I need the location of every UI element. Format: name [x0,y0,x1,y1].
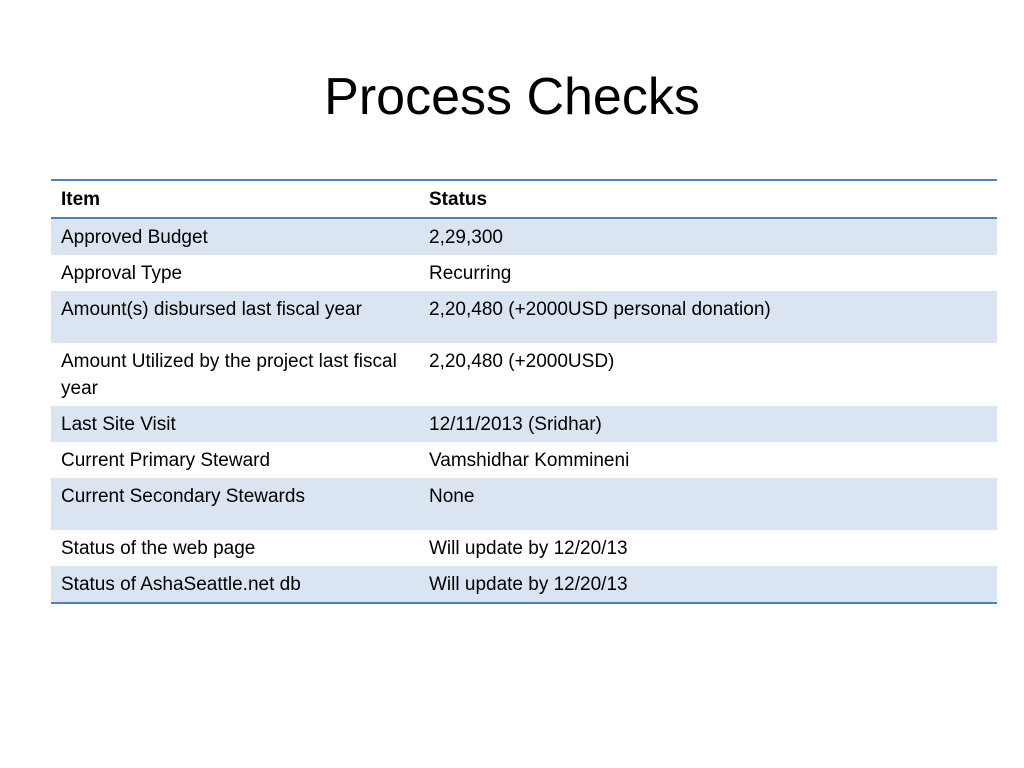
table-row [51,406,997,442]
row-item-cell: Last Site Visit [51,406,419,442]
row-status-cell: None [419,478,997,530]
row-item-cell: Status of the web page [51,530,419,566]
table-row [51,255,997,291]
row-item-cell: Approved Budget [51,218,419,255]
table-row [51,343,997,406]
row-item-cell: Amount(s) disbursed last fiscal year [51,291,419,343]
row-item-cell: Amount Utilized by the project last fiscal year [51,343,419,406]
row-item-cell: Approval Type [51,255,419,291]
column-header-item: Item [51,180,419,218]
row-item-cell: Current Primary Steward [51,442,419,478]
row-status-cell: 2,20,480 (+2000USD personal donation) [419,291,997,343]
row-status-cell: Will update by 12/20/13 [419,530,997,566]
table-row [51,218,997,255]
table-row [51,530,997,566]
column-header-status: Status [419,180,997,218]
process-checks-table [51,179,997,604]
row-status-cell: Recurring [419,255,997,291]
table-row [51,291,997,343]
table-row [51,478,997,530]
row-status-cell: Vamshidhar Kommineni [419,442,997,478]
row-status-cell: 12/11/2013 (Sridhar) [419,406,997,442]
row-status-cell: 2,20,480 (+2000USD) [419,343,997,406]
row-item-cell: Current Secondary Stewards [51,478,419,530]
row-item-cell: Status of AshaSeattle.net db [51,566,419,603]
table-row [51,566,997,603]
slide-title: Process Checks [324,68,700,126]
table-header-row [51,180,997,218]
row-status-cell: 2,29,300 [419,218,997,255]
row-status-cell: Will update by 12/20/13 [419,566,997,603]
table-row [51,442,997,478]
